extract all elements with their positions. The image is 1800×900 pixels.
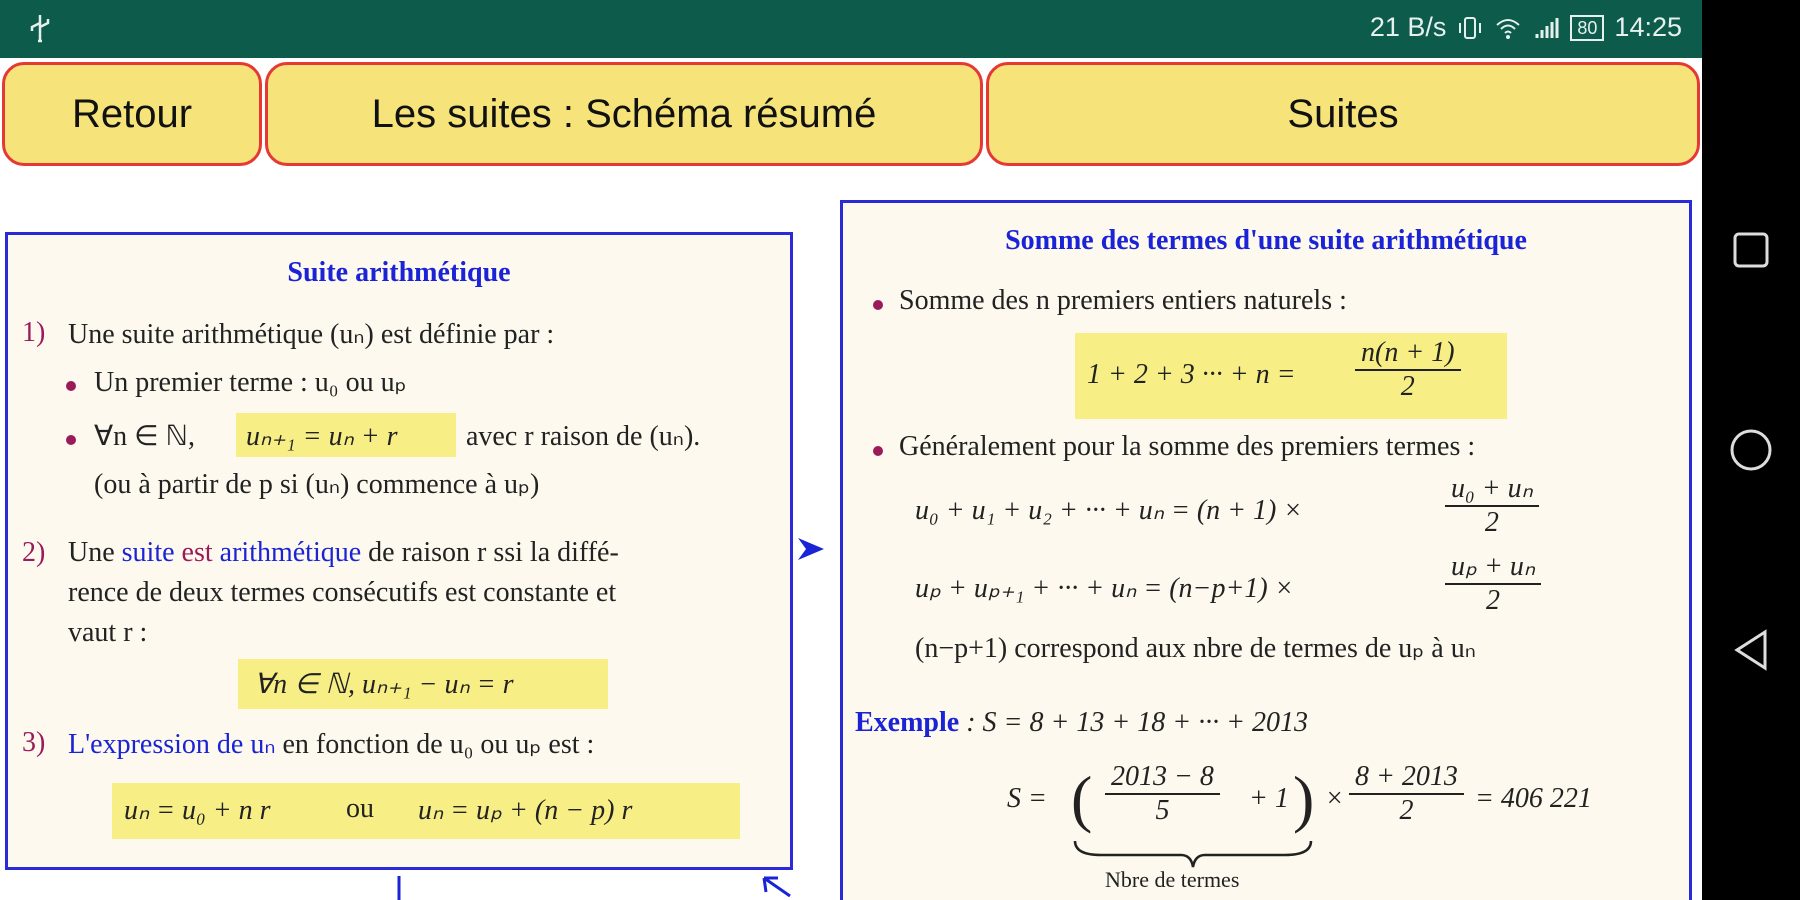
forall-text: ∀n ∈ ℕ, (94, 421, 195, 452)
recents-button[interactable] (1702, 210, 1800, 290)
start-note-text: (ou à partir de p si (uₙ) commence à uₚ) (94, 469, 540, 500)
left-paren: ( (1071, 763, 1093, 834)
network-rate: 21 B/s (1369, 12, 1447, 42)
bullet (66, 381, 76, 391)
term-count-fraction: $\frac{2013 - 8}{5}$ (1105, 761, 1220, 827)
section-button[interactable]: Suites (986, 62, 1700, 166)
wifi-icon (1494, 14, 1522, 42)
plus-one: + 1 (1249, 783, 1289, 814)
times-sign: × (1325, 783, 1344, 814)
first-term-text: Un premier terme : u₀ ou uₚ (94, 367, 407, 398)
arrow-down-line (390, 876, 410, 900)
average-fraction: $\frac{8 + 2013}{2}$ (1349, 761, 1464, 827)
bullet (873, 446, 883, 456)
sum-first-integers-text: Somme des n premiers entiers naturels : (899, 285, 1347, 316)
example-result: = 406 221 (1475, 783, 1592, 814)
item-number-1: 1) (22, 317, 46, 348)
sum-from-p-fraction: $\frac{\text{uₚ + uₙ}}{2}$ (1445, 549, 1541, 617)
usb-icon (26, 13, 54, 43)
underbrace (1071, 837, 1315, 871)
gauss-lhs: 1 + 2 + 3 ··· + n = (1087, 359, 1296, 390)
explicit-formula-2: uₙ = uₚ + (n − p) r (418, 795, 633, 826)
bullet (873, 300, 883, 310)
sum-from-p-lhs: uₚ + uₚ₊₁ + ··· + uₙ = (n−p+1) × (915, 573, 1294, 604)
triangle-back-icon (1731, 628, 1771, 672)
sum-from-zero-fraction: $\frac{\text{u₀ + uₙ}}{2}$ (1445, 471, 1539, 539)
recurrence-equation: uₙ₊₁ = uₙ + r (246, 421, 398, 452)
navigation-bar (1702, 0, 1800, 900)
arrow-up-left-icon (760, 874, 796, 900)
criterion-line-3: vaut r : (68, 617, 148, 648)
item-number-2: 2) (22, 537, 46, 568)
term-count-note: (n−p+1) correspond aux nbre de termes de uₚ à uₙ (915, 633, 1476, 664)
definition-text: Une suite arithmétique (uₙ) est définie par : (68, 319, 555, 350)
status-bar (0, 0, 1702, 58)
sum-from-zero-lhs: u₀ + u₁ + u₂ + ··· + uₙ = (n + 1) × (915, 495, 1303, 526)
back-button[interactable]: Retour (2, 62, 262, 166)
sum-panel (840, 200, 1692, 900)
arithmetic-sequence-panel (5, 232, 793, 870)
criterion-line-2: rence de deux termes consécutifs est constante et (68, 577, 617, 608)
gauss-fraction: $\frac{n(n + 1)}{2}$ (1355, 337, 1461, 403)
vibrate-icon (1456, 14, 1484, 42)
back-nav-button[interactable] (1702, 610, 1800, 690)
explicit-formula-1: uₙ = u₀ + n r (124, 795, 271, 826)
circle-icon (1728, 427, 1774, 473)
home-button[interactable] (1702, 410, 1800, 490)
panel-title: Somme des termes d'une suite arithmétique (1005, 225, 1527, 256)
reason-text: avec r raison de (uₙ). (466, 421, 701, 452)
square-icon (1731, 230, 1771, 270)
panel-title: Suite arithmétique (287, 257, 511, 288)
general-sum-text: Généralement pour la somme des premiers termes : (899, 431, 1476, 462)
battery-level: 80 (1570, 15, 1604, 41)
expression-text: L'expression de uₙ en fonction de u₀ ou uₚ est : (68, 729, 595, 760)
bullet (66, 435, 76, 445)
right-paren: ) (1293, 763, 1315, 834)
battery-icon (1570, 15, 1604, 41)
title-button[interactable]: Les suites : Schéma résumé (265, 62, 983, 166)
example-s: S = (1007, 783, 1047, 814)
example-line: Exemple : S = 8 + 13 + 18 + ··· + 2013 (855, 707, 1309, 738)
signal-icon (1532, 14, 1560, 42)
item-number-3: 3) (22, 727, 46, 758)
criterion-line-1: Une suite est arithmétique de raison r ssi la diffé- (68, 537, 619, 568)
clock: 14:25 (1614, 12, 1682, 42)
brace-label: Nbre de termes (1105, 867, 1240, 892)
or-text: ou (346, 793, 374, 824)
arrow-right-icon (794, 534, 830, 564)
difference-equation: ∀n ∈ ℕ, uₙ₊₁ − uₙ = r (254, 669, 514, 700)
